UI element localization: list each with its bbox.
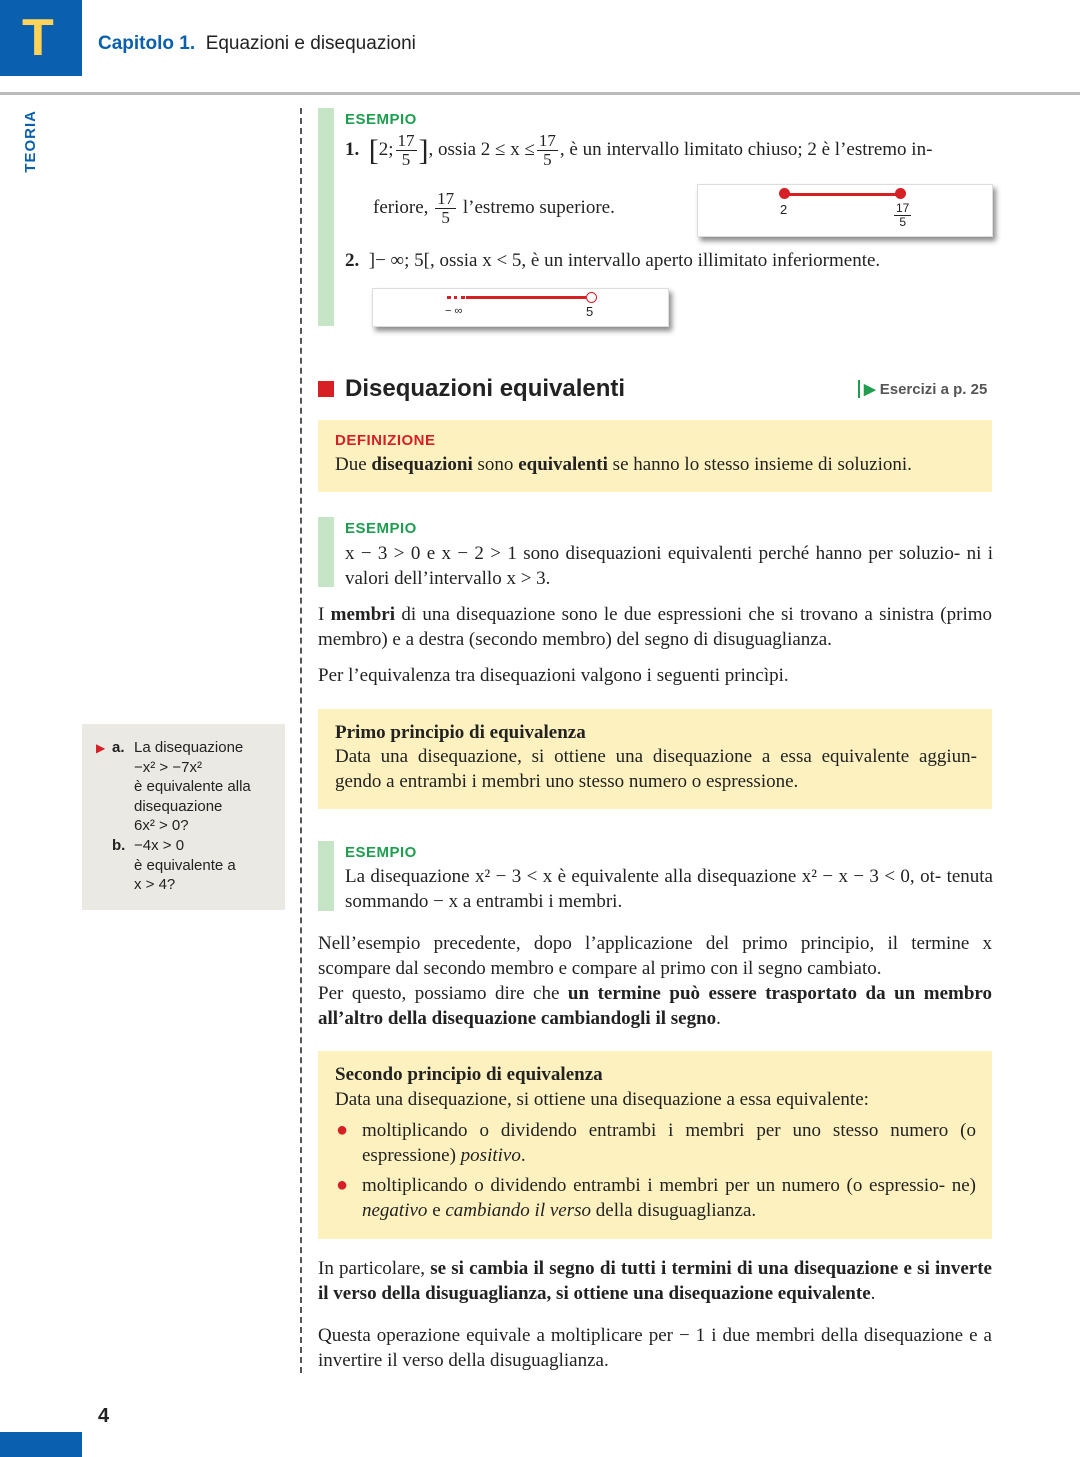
example3-text: La disequazione x² − 3 < x è equivalente alla disequazione x² − x − 3 < 0, ot- tenuta sommando − x a entrambi i membri. [345,866,993,912]
header-divider [0,92,1080,95]
example-bar [318,841,334,911]
example2-text: x − 3 > 0 e x − 2 > 1 sono disequazioni equivalenti perché hanno per soluzio- ni i valori dell’intervallo x > 3. [345,543,993,589]
example1-item1-cont: feriore, $\frac{17}{5}$ l’estremo superiore. [373,189,615,227]
number-line-closed: 2 $\frac{17}{5}$ [697,184,993,237]
section-title: Disequazioni equivalenti [345,375,626,402]
chapter-header: Capitolo 1. Equazioni e disequazioni [98,33,416,54]
principle1-box: Primo principio di equivalenza Data una disequazione, si ottiene una disequazione a essa equivalente aggiun- gendo a entrambi i membri uno stesso numero o espressione. [318,709,992,809]
para-operazione: Questa operazione equivale a moltiplicare per − 1 i due membri della disequazione e a invertire il verso della disuguaglianza. [318,1325,992,1371]
interval-segment [785,193,901,196]
section-square-icon [318,381,334,397]
bullet-icon: ● [336,1119,349,1141]
exercise-link[interactable]: ▶ Esercizi a p. 25 [858,380,987,398]
side-tab-teoria: TEORIA [22,110,39,173]
bullet-icon: ● [336,1174,349,1196]
para-particolare: In particolare, se si cambia il segno di tutti i termini di una disequazione e si inverte il verso della disuguaglianza, si ottiene una disequazione equivalente. [318,1258,992,1304]
number-line-open: − ∞ 5 [372,288,669,327]
example-bar [318,108,334,326]
play-arrow-icon: ▶ [864,381,876,398]
interval-segment [466,296,586,299]
chapter-logo: T [0,0,82,76]
page-number: 4 [98,1405,110,1427]
arrow-icon: ▶ [96,741,106,755]
column-divider [300,108,302,1373]
example-label: ESEMPIO [345,111,417,128]
sidebar-exercise: ▶ a. La disequazione −x² > −7x² è equivalente alla disequazione 6x² > 0? b. −4x > 0 è equivalente a x > 4? [82,724,285,910]
example-bar [318,517,334,587]
principle2-box: Secondo principio di equivalenza Data una disequazione, si ottiene una disequazione a essa equivalente: ● moltiplicando o dividendo entrambi i membri per uno stesso numero (o espressione) positivo. ● moltiplicando o dividendo entrambi i membri per un numero (o espressio- ne) negativo e cambiando il verso della disuguaglianza. [318,1051,992,1239]
example1-item1: 1. [2; $\frac{17}{5}$ ], ossia 2 ≤ x ≤ $\frac{17}{5}$ , è un intervallo limitato chiuso; 2 è l’estremo in- [345,131,933,169]
open-endpoint [586,292,597,303]
example1-item2: 2. ]− ∞; 5[, ossia x < 5, è un intervallo aperto illimitato inferiormente. [345,250,881,271]
para-trasporto: Nell’esempio precedente, dopo l’applicazione del primo principio, il termine x scompare dal secondo membro e compare al primo con il segno cambiato. Per questo, possiamo dire che un termine può essere trasportato da un membro all’altro della disequazione cambiandogli il segno. [318,933,992,1029]
closed-endpoint [895,188,906,199]
closed-endpoint [779,188,790,199]
definition-box: DEFINIZIONE Due disequazioni sono equivalenti se hanno lo stesso insieme di soluzioni. [318,420,992,492]
para-membri: I membri di una disequazione sono le due espressioni che si trovano a sinistra (primo membro) e a destra (secondo membro) del segno di disuguaglianza. [318,604,992,650]
page-footer-bar [0,1432,82,1457]
